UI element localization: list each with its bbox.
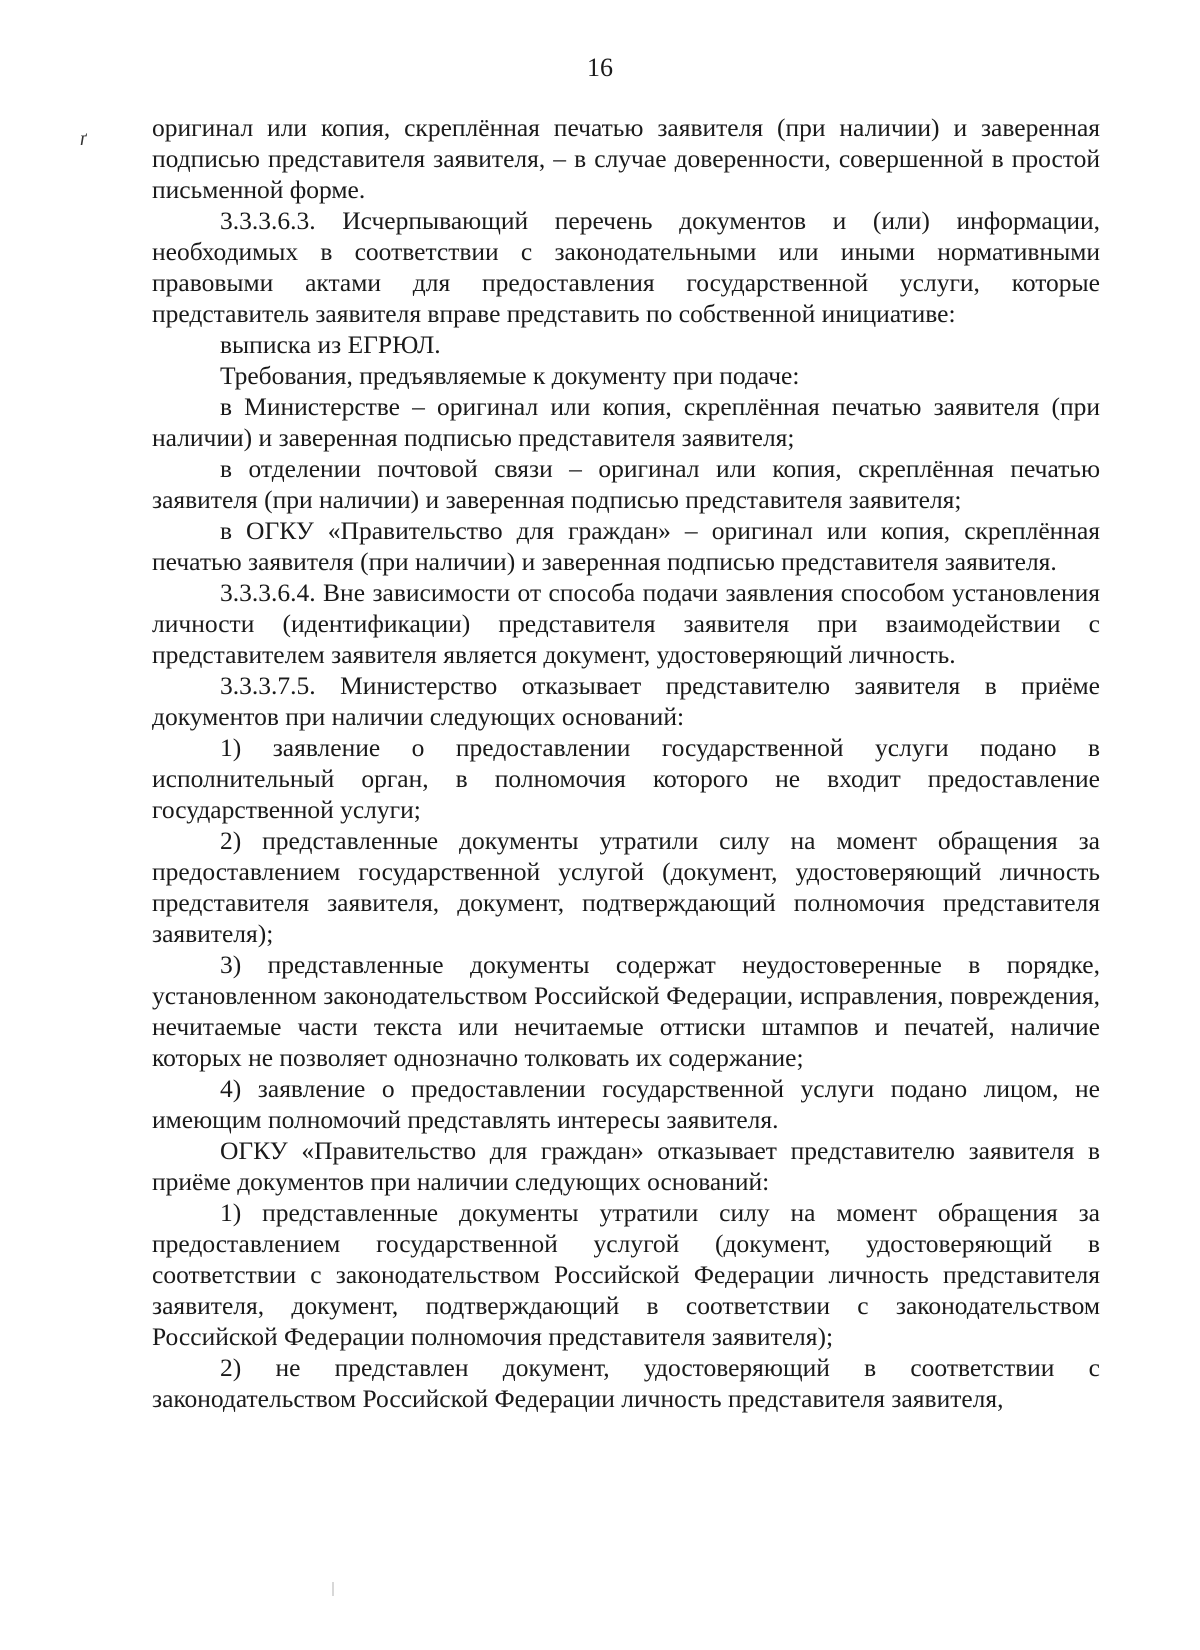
paragraph-2: 3.3.3.6.3. Исчерпывающий перечень документов и (или) информации, необходимых в соответствии с законодательными или иными нормативными правовыми актами для предоставления государственной услуги, которые представитель заявителя вправе представить по собственной инициативе:	[152, 206, 1100, 328]
paragraph-3: выписка из ЕГРЮЛ.	[220, 330, 441, 359]
paragraph-5: в Министерстве – оригинал или копия, скреплённая печатью заявителя (при наличии) и заверенная подписью представителя заявителя;	[152, 392, 1100, 452]
scan-artifact	[332, 1582, 334, 1596]
paragraph-15: 1) представленные документы утратили силу на момент обращения за предоставлением государственной услугой (документ, удостоверяющий в соответствии с законодательством Российской Федерации личность представителя заявителя, документ, подтверждающий в соответствии с законодательством Российской Федерации полномочия представителя заявителя);	[152, 1198, 1100, 1351]
paragraph-8: 3.3.3.6.4. Вне зависимости от способа подачи заявления способом установления личности (идентификации) представителя заявителя при взаимодействии с представителем заявителя является документ, удостоверяющий личность.	[152, 578, 1100, 669]
paragraph-6: в отделении почтовой связи – оригинал или копия, скреплённая печатью заявителя (при наличии) и заверенная подписью представителя заявителя;	[152, 454, 1100, 514]
paragraph-7: в ОГКУ «Правительство для граждан» – оригинал или копия, скреплённая печатью заявителя (при наличии) и заверенная подписью представителя заявителя.	[152, 516, 1100, 576]
paragraph-1: оригинал или копия, скреплённая печатью заявителя (при наличии) и заверенная подписью представителя заявителя, – в случае доверенности, совершенной в простой письменной форме.	[152, 113, 1100, 204]
page-number: 16	[587, 53, 613, 82]
margin-mark: ґ	[80, 128, 87, 150]
document-body	[152, 112, 1100, 1414]
paragraph-12: 3) представленные документы содержат неудостоверенные в порядке, установленном законодательством Российской Федерации, исправления, повреждения, нечитаемые части текста или нечитаемые оттиски штампов и печатей, наличие которых не позволяет однозначно толковать их содержание;	[152, 950, 1100, 1072]
paragraph-10: 1) заявление о предоставлении государственной услуги подано в исполнительный орган, в полномочия которого не входит предоставление государственной услуги;	[152, 733, 1100, 824]
paragraph-4: Требования, предъявляемые к документу при подаче:	[220, 361, 800, 390]
paragraph-9: 3.3.3.7.5. Министерство отказывает представителю заявителя в приёме документов при наличии следующих оснований:	[152, 671, 1100, 731]
paragraph-16: 2) не представлен документ, удостоверяющий в соответствии с законодательством Российской Федерации личность представителя заявителя,	[152, 1353, 1100, 1413]
paragraph-14: ОГКУ «Правительство для граждан» отказывает представителю заявителя в приёме документов при наличии следующих оснований:	[152, 1136, 1100, 1196]
paragraph-13: 4) заявление о предоставлении государственной услуги подано лицом, не имеющим полномочий представлять интересы заявителя.	[152, 1074, 1100, 1134]
paragraph-11: 2) представленные документы утратили силу на момент обращения за предоставлением государственной услугой (документ, удостоверяющий личность представителя заявителя, документ, подтверждающий полномочия представителя заявителя);	[152, 826, 1100, 948]
